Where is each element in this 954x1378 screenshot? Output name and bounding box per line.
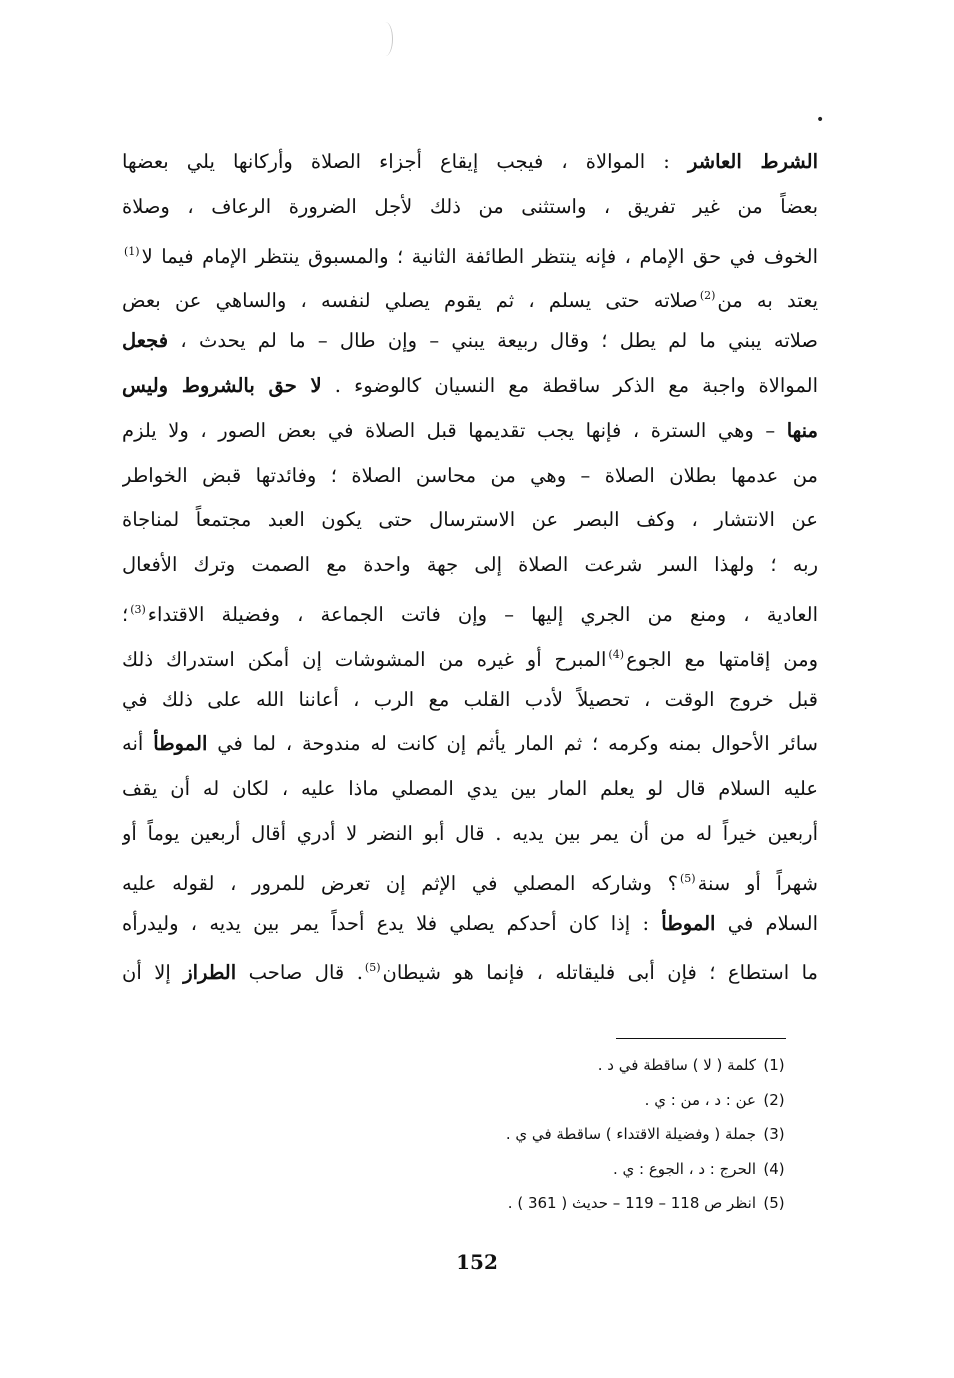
text-line bbox=[122, 812, 818, 857]
text-run: – وهي السترة ، فإنها يجب تقديمها قبل الصلاة في بعض الصور ، ولا يلزم bbox=[122, 418, 787, 442]
text-line bbox=[122, 185, 818, 230]
footnote-number: (4) bbox=[763, 1159, 785, 1178]
text-run: أنه bbox=[122, 732, 154, 756]
footnote-ref: (3) bbox=[130, 602, 146, 616]
text-line bbox=[122, 274, 818, 319]
text-run: ؛ bbox=[122, 602, 129, 626]
footnote-text: كلمة ( لا ) ساقطة في د . bbox=[597, 1056, 756, 1074]
footnote-item bbox=[326, 1152, 786, 1187]
footnote-ref: (1) bbox=[124, 244, 140, 258]
footnote-ref: (2) bbox=[699, 289, 716, 303]
text-run: أربعين خيراً له من أن يمر بين يديه . قال أبو النضر لا أدري أقال أربعين يوماً أو bbox=[122, 821, 818, 845]
bold-term: الطراز bbox=[183, 961, 237, 985]
footnotes-section bbox=[326, 1048, 786, 1221]
text-run: ؟ وشاركه المصلي في الإثم إن تعرض للمرور ، لقوله عليه bbox=[122, 871, 678, 895]
bold-term: الشرط العاشر bbox=[687, 150, 818, 173]
scan-dot: • bbox=[816, 112, 825, 128]
bold-term: لا حق بالشروط وليس bbox=[122, 373, 322, 397]
footnote-ref: (5) bbox=[364, 961, 381, 975]
text-run: يعتد به من bbox=[717, 289, 818, 313]
text-run: : الموالاة ، فيجب إيقاع أجزاء الصلاة وأركانها يلي بعضها bbox=[122, 150, 688, 173]
footnote-number: (3) bbox=[763, 1125, 785, 1143]
text-run: السلام في bbox=[715, 911, 818, 935]
footnote-item bbox=[326, 1083, 786, 1118]
bold-term: الموطأ bbox=[153, 732, 208, 756]
text-line bbox=[122, 140, 818, 185]
text-run: عن الانتشار ، وكف البصر عن الاسترسال حتى يكون العبد مجتمعاً لمناجاة bbox=[122, 508, 818, 532]
text-run: سائر الأحوال بمنه وكرمه ؛ ثم المار يأثم إن كانت له مندوحة ، لما في bbox=[207, 732, 818, 756]
text-line bbox=[122, 498, 818, 543]
text-run: المبرح أو غيره من المشوشات إن أمكن استدراك ذلك bbox=[122, 647, 607, 671]
footnote-text: عن : د ، من : ي . bbox=[644, 1090, 756, 1109]
bold-term: فجعل bbox=[122, 329, 169, 353]
footnote-ref: (4) bbox=[608, 647, 625, 661]
footnote-text: الحرج : د ، الجوع : ي . bbox=[612, 1159, 756, 1178]
text-line bbox=[122, 454, 818, 499]
text-line bbox=[122, 678, 818, 723]
footnote-text: انظر ص 118 – 119 – حديث ( 361 ) . bbox=[507, 1194, 756, 1212]
footnote-number: (2) bbox=[763, 1090, 785, 1109]
footnote-separator bbox=[616, 1038, 786, 1039]
text-run: ومن إقامتها مع الجوع bbox=[626, 647, 818, 671]
main-paragraph bbox=[122, 140, 818, 991]
text-run: بعضاً من غير تفريق ، واستثنى من ذلك لأجل الضرورة الرعاف ، وصلاة bbox=[122, 194, 818, 218]
text-line bbox=[122, 946, 818, 991]
text-line bbox=[122, 857, 818, 902]
text-run: : إذا كان أحدكم يصلي فلا يدع أحداً يمر بين يديه ، وليدرأه bbox=[122, 911, 662, 935]
text-run: إلا أن bbox=[122, 961, 184, 985]
text-run: شهراً أو سنة bbox=[697, 871, 818, 895]
text-line bbox=[122, 722, 818, 767]
footnote-item bbox=[326, 1186, 786, 1221]
footnote-number: (1) bbox=[763, 1056, 785, 1074]
text-run: صلاته حتى يسلم ، ثم يقوم يصلي لنفسه ، والساهي عن بعض bbox=[122, 289, 698, 313]
text-line bbox=[122, 767, 818, 812]
text-line bbox=[122, 409, 818, 454]
text-run: عليه السلام قال لو يعلم المار بين يدي المصلي ماذا عليه ، لكان له أن يقف bbox=[122, 777, 818, 801]
text-line bbox=[122, 902, 818, 947]
text-run: ربه ؛ ولهذا السر شرعت الصلاة إلى جهة واحدة مع الصمت وترك الأفعال bbox=[122, 553, 818, 577]
footnote-item bbox=[326, 1048, 786, 1083]
footnote-ref: (5) bbox=[680, 871, 696, 885]
text-line bbox=[122, 543, 818, 588]
footnote-number: (5) bbox=[763, 1194, 785, 1212]
text-run: العادية ، ومنع من الجري إليها – وإن فاتت الجماعة ، وفضيلة الاقتداء bbox=[147, 602, 818, 626]
text-run: ما استطاع ؛ فإن أبى فليقاتله ، فإنما هو شيطان bbox=[382, 961, 818, 985]
text-run: من عدمها بطلان الصلاة – وهي من محاسن الصلاة ؛ وفائدتها قبض الخواطر bbox=[122, 463, 818, 487]
text-line bbox=[122, 588, 818, 633]
text-run: صلاته يبني ما لم يطل ؛ وقال ربيعة يبني – وإن طال – ما لم يحدث ، bbox=[168, 329, 818, 353]
text-line bbox=[122, 633, 818, 678]
text-line bbox=[122, 364, 818, 409]
bold-term: منها bbox=[786, 418, 818, 442]
text-run: الموالاة واجبة مع الذكر ساقطة مع النسيان كالوضوء . bbox=[321, 373, 818, 397]
text-line bbox=[122, 319, 818, 364]
text-run: قبل خروج الوقت ، تحصيلاً لأدب القلب مع الرب ، أعاننا الله على ذلك في bbox=[122, 687, 818, 711]
scan-mark bbox=[378, 22, 393, 56]
text-run: الخوف في حق الإمام ، فإنه ينتظر الطائفة الثانية ؛ والمسبوق ينتظر الإمام فيما لا bbox=[141, 244, 818, 268]
footnote-text: جملة ( وفضيلة الاقتداء ) ساقطة في ي . bbox=[505, 1125, 756, 1143]
page-number: 152 bbox=[456, 1250, 498, 1274]
text-run: . قال صاحب bbox=[236, 961, 363, 985]
bold-term: الموطأ bbox=[661, 911, 716, 935]
footnote-item bbox=[326, 1117, 786, 1152]
text-line bbox=[122, 230, 818, 275]
